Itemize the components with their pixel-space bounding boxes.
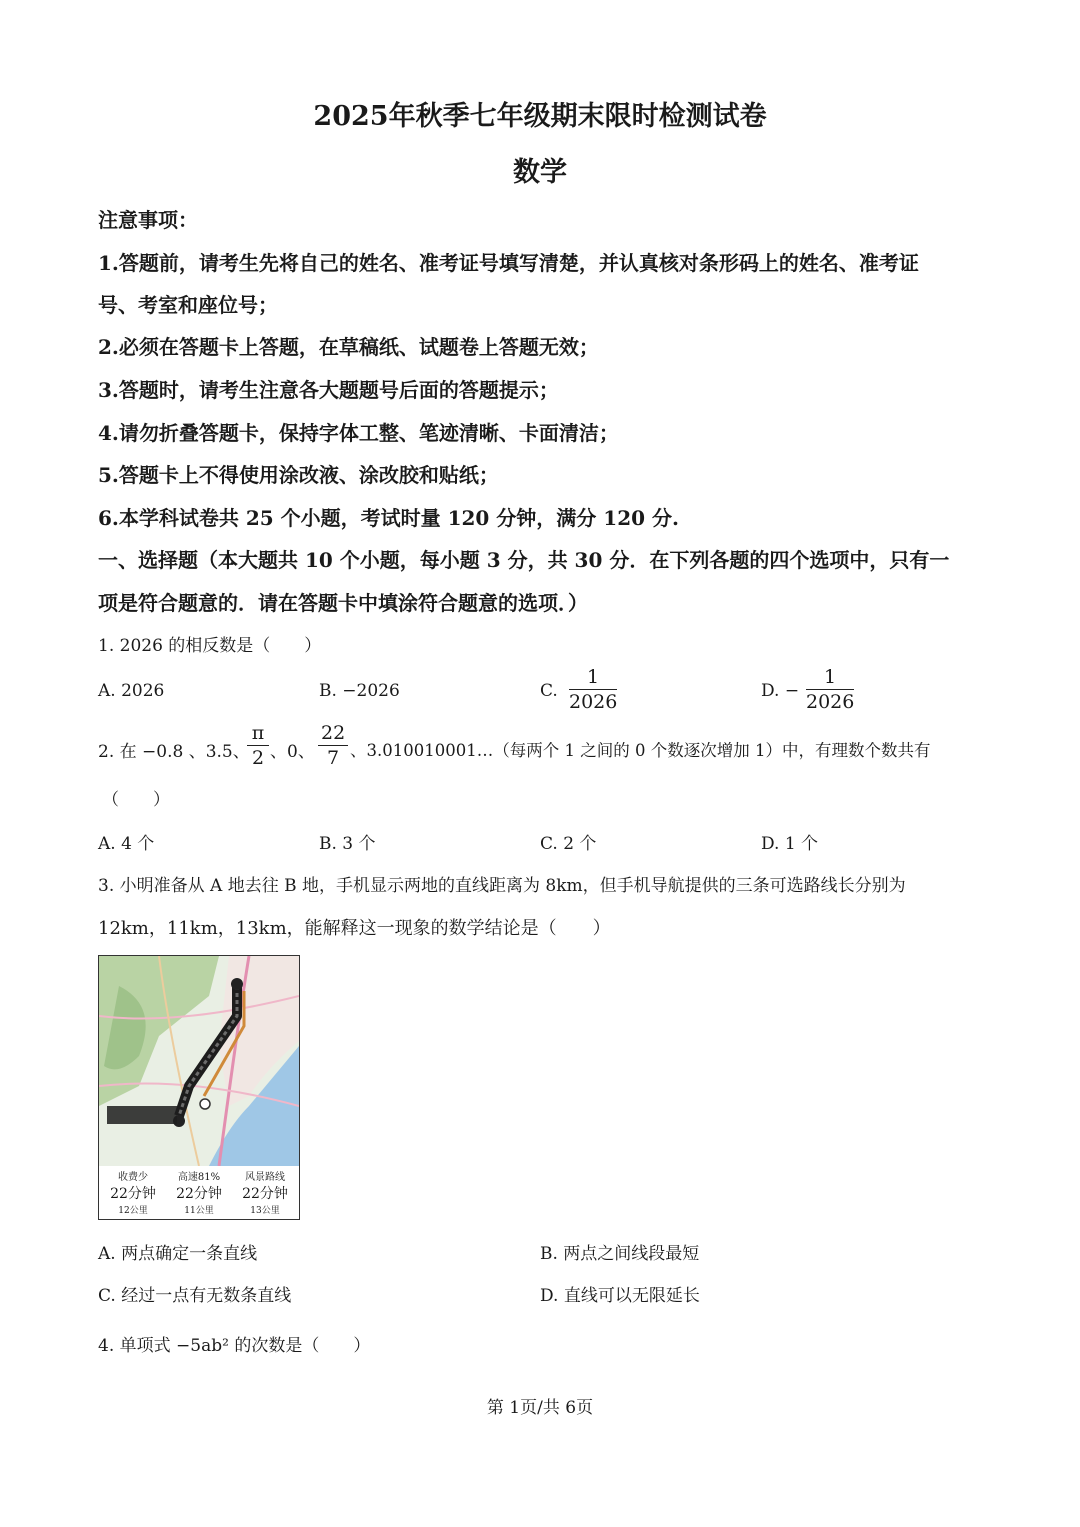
- notice-item-1-line-1: 1.答题前，请考生先将自己的姓名、准考证号填写清楚，并认真核对条形码上的姓名、准考证: [98, 251, 919, 275]
- question-4-stem: 4. 单项式 −5ab² 的次数是（ ）: [98, 1336, 371, 1356]
- label-box: [107, 1106, 177, 1124]
- exam-title: 2025年秋季七年级期末限时检测试卷: [313, 101, 767, 132]
- route-1-distance: 12公里: [118, 1206, 148, 1216]
- notice-heading: 注意事项：: [98, 208, 198, 232]
- question-2-option-d: D. 1 个: [761, 834, 819, 854]
- route-1-time: 22分钟: [110, 1186, 156, 1202]
- fraction-numerator: π: [247, 722, 269, 746]
- fraction-numerator: 22: [318, 722, 348, 746]
- question-2-option-a: A. 4 个: [98, 834, 155, 854]
- fraction-numerator: 1: [569, 666, 617, 690]
- question-1-stem: 1. 2026 的相反数是（ ）: [98, 636, 322, 656]
- question-1-option-b: B. −2026: [319, 681, 400, 701]
- notice-item-2: 2.必须在答题卡上答题，在草稿纸、试题卷上答题无效；: [98, 335, 599, 359]
- question-3-option-d: D. 直线可以无限延长: [540, 1286, 700, 1306]
- route-option-1: [100, 1168, 166, 1216]
- map-image: [99, 956, 299, 1166]
- subject-title: 数学: [513, 157, 567, 188]
- fraction-numerator: 1: [806, 666, 854, 690]
- question-1-option-c-label: C.: [540, 681, 558, 701]
- question-3-option-a: A. 两点确定一条直线: [98, 1244, 258, 1264]
- fraction-denominator: 2026: [806, 691, 855, 713]
- question-2-stem-mid: 、0、: [270, 742, 315, 762]
- question-3-option-b: B. 两点之间线段最短: [540, 1244, 700, 1264]
- question-1-option-c-fraction: [569, 666, 617, 713]
- junction-marker: [200, 1099, 210, 1109]
- fraction-denominator: 7: [326, 747, 340, 769]
- point-a-marker: [231, 978, 243, 990]
- route-3-time: 22分钟: [242, 1186, 288, 1202]
- question-2-stem-suffix: 、3.010010001…（每两个 1 之间的 0 个数逐次增加 1）中，有理数个数共有: [350, 741, 931, 760]
- page-number-footer: 第 1页/共 6页: [486, 1398, 594, 1418]
- notice-item-3: 3.答题时，请考生注意各大题题号后面的答题提示；: [98, 378, 559, 402]
- route-2-distance: 11公里: [184, 1206, 214, 1216]
- route-2-time: 22分钟: [176, 1186, 222, 1202]
- route-3-label: 风景路线: [245, 1172, 285, 1183]
- route-3-distance: 13公里: [250, 1206, 280, 1216]
- notice-item-4: 4.请勿折叠答题卡，保持字体工整、笔迹清晰、卡面清洁；: [98, 421, 619, 445]
- route-2-label: 高速81%: [177, 1172, 221, 1183]
- section-1-heading-line-1: 一、选择题（本大题共 10 个小题，每小题 3 分，共 30 分．在下列各题的四个选项中，只有一: [98, 548, 950, 572]
- route-option-2: [166, 1168, 232, 1216]
- question-1-option-d-fraction: [806, 666, 854, 713]
- route-1-label: 收费少: [118, 1172, 148, 1183]
- notice-item-1-line-2: 号、考室和座位号；: [98, 293, 278, 317]
- question-2-stem-prefix: 2. 在 −0.8 、3.5、: [98, 742, 250, 762]
- route-option-3: [232, 1168, 298, 1216]
- navigation-map-figure: [98, 955, 300, 1220]
- notice-item-6: 6.本学科试卷共 25 个小题，考试时量 120 分钟，满分 120 分.: [98, 506, 679, 530]
- question-2-option-b: B. 3 个: [319, 834, 376, 854]
- section-1-heading-line-2: 项是符合题意的．请在答题卡中填涂符合题意的选项．）: [98, 591, 588, 615]
- question-2-pi-fraction: [247, 722, 269, 769]
- question-2-option-c: C. 2 个: [540, 834, 597, 854]
- fraction-denominator: 2026: [569, 691, 618, 713]
- question-1-option-a: A. 2026: [98, 681, 165, 701]
- question-3-option-c: C. 经过一点有无数条直线: [98, 1286, 292, 1306]
- question-2-paren: （ ）: [102, 790, 170, 810]
- fraction-denominator: 2: [251, 747, 265, 769]
- question-2-22-over-7-fraction: [318, 722, 348, 769]
- question-3-stem-line-1: 3. 小明准备从 A 地去往 B 地，手机显示两地的直线距离为 8km，但手机导航提供的三条可选路线长分别为: [98, 876, 906, 896]
- notice-item-5: 5.答题卡上不得使用涂改液、涂改胶和贴纸；: [98, 463, 499, 487]
- question-1-option-d-label: D. −: [761, 681, 800, 701]
- question-3-stem-line-2: 12km，11km，13km，能解释这一现象的数学结论是（ ）: [98, 918, 611, 939]
